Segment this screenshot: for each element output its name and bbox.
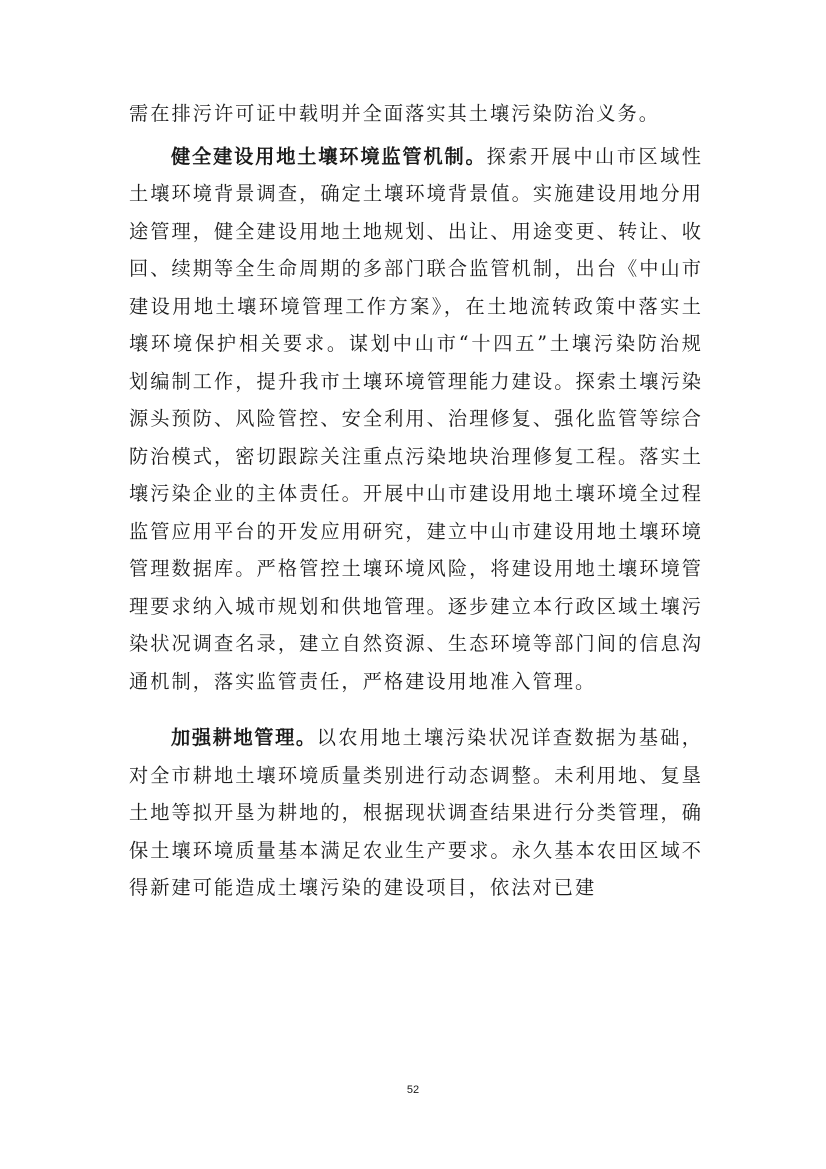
paragraph-body: 探索开展中山市区域性土壤环境背景调查，确定土壤环境背景值。实施建设用地分用途管理，健全建设用地土地规划、出让、用途变更、转让、收回、续期等全生命周期的多部门联合监管机制，出台《中山市建设用地土壤环境管理工作方案》，在土地流转政策中落实土壤环境保护相关要求。谋划中山市“十四五”土壤污染防治规划编制工作，提升我市土壤环境管理能力建设。探索土壤污染源头预防、风险管控、安全利用、治理修复、强化监管等综合防治模式，密切跟踪关注重点污染地块治理修复工程。落实土壤污染企业的主体责任。开展中山市建设用地土壤环境全过程监管应用平台的开发应用研究，建立中山市建设用地土壤环境管理数据库。严格管控土壤环境风险，将建设用地土壤环境管理要求纳入城市规划和供地管理。逐步建立本行政区域土壤污染状况调查名录，建立自然资源、生态环境等部门间的信息沟通机制，落实监管责任，严格建设用地准入管理。 [129, 144, 704, 693]
paragraph-body: 需在排污许可证中载明并全面落实其土壤污染防治义务。 [129, 102, 660, 125]
paragraph-heading: 健全建设用地土壤环境监管机制。 [171, 144, 487, 168]
paragraph-continuation [129, 95, 703, 133]
paragraph-heading: 加强耕地管理。 [171, 726, 317, 749]
paragraph-body: 以农用地土壤污染状况详查数据为基础，对全市耕地土壤环境质量类别进行动态调整。未利用地、复垦土地等拟开垦为耕地的，根据现状调查结果进行分类管理，确保土壤环境质量基本满足农业生产要求。永久基本农田区域不得新建可能造成土壤污染的建设项目，依法对已建 [129, 726, 703, 899]
body-text [129, 95, 703, 907]
paragraph-construction-land-supervision [129, 138, 703, 701]
page-number: 52 [406, 1084, 420, 1096]
paragraph-farmland-management [129, 719, 703, 907]
